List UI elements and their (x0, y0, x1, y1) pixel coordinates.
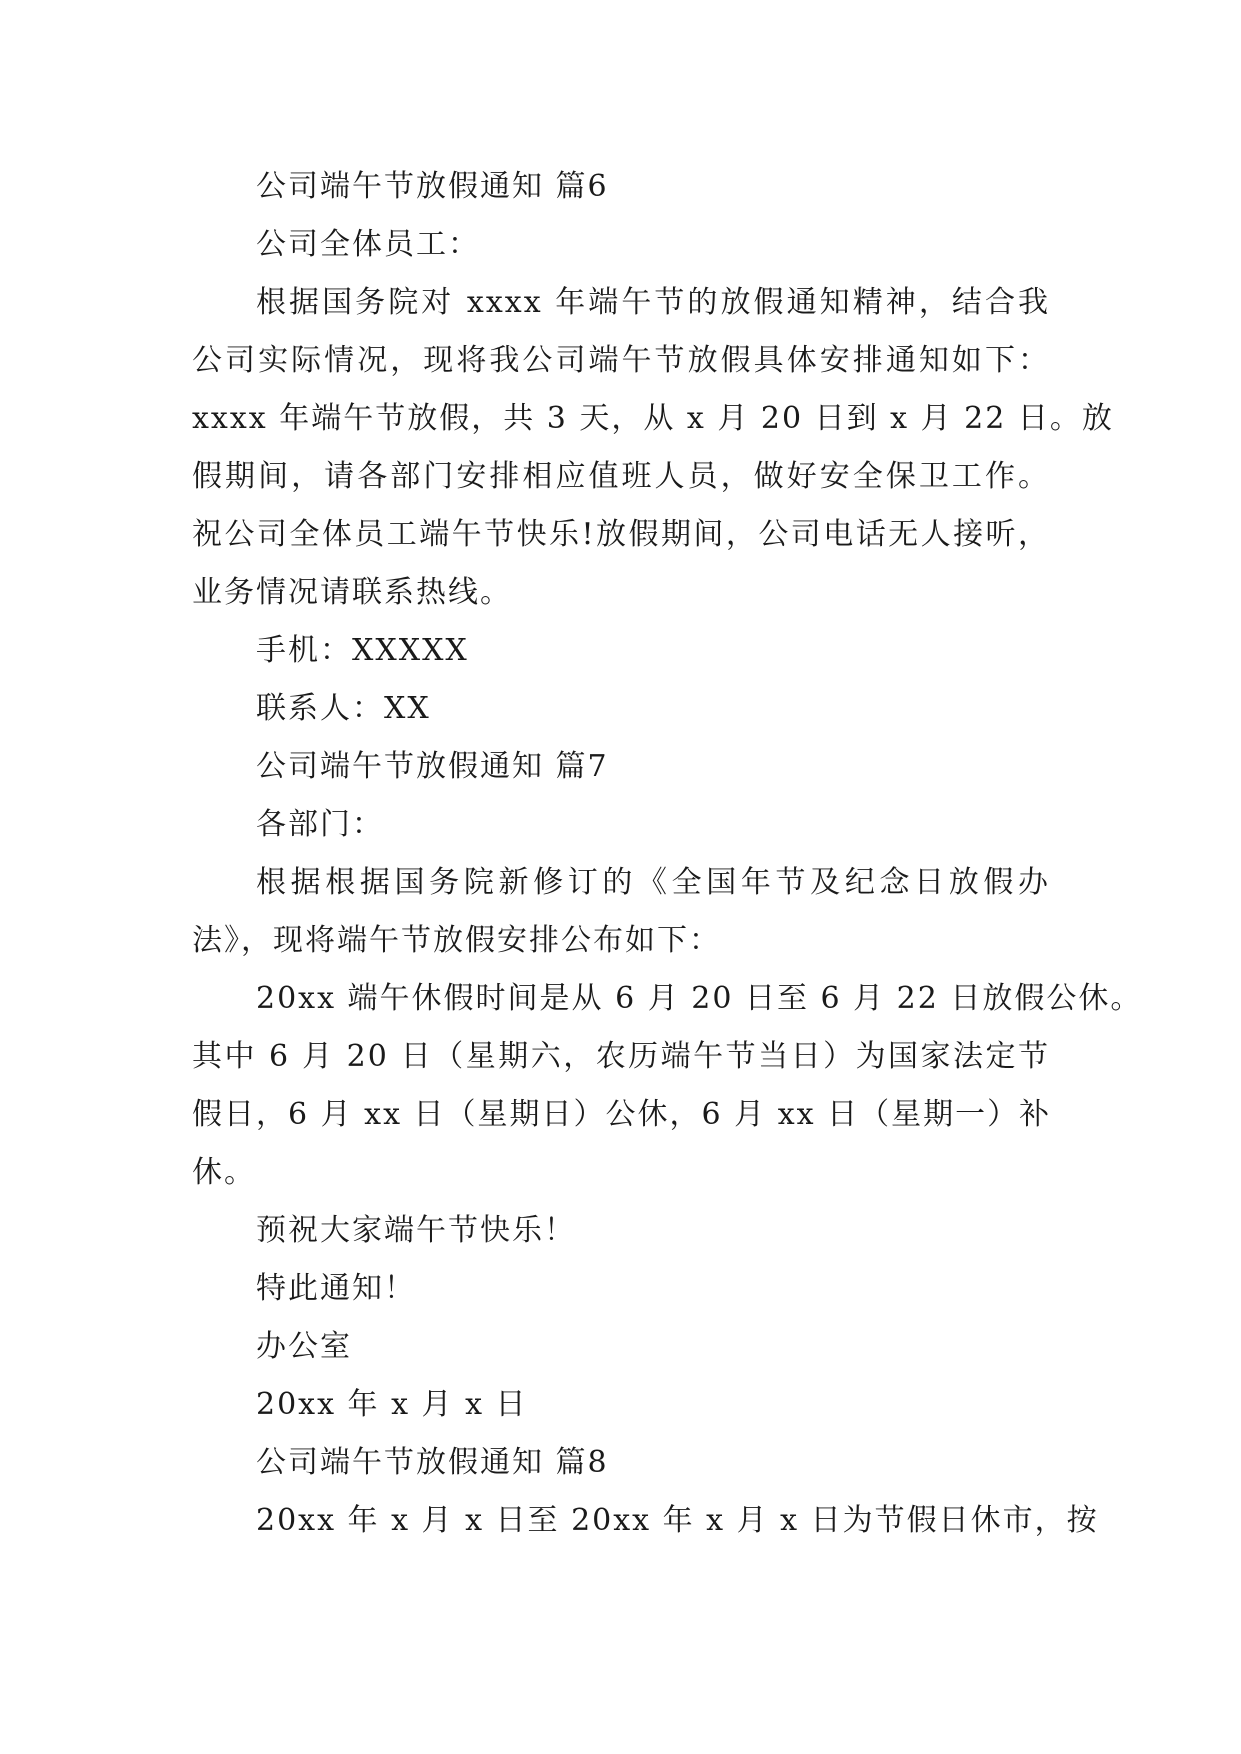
body-line: 假日，6 月 xx 日（星期日）公休，6 月 xx 日（星期一）补 (192, 1097, 1052, 1132)
body-line: 祝公司全体员工端午节快乐!放假期间，公司电话无人接听， (192, 517, 1050, 552)
body-line: 假期间，请各部门安排相应值班人员，做好安全保卫工作。 (192, 459, 1050, 494)
section-title: 公司端午节放假通知 篇8 (256, 1445, 609, 1480)
body-line: 20xx 年 x 月 x 日至 20xx 年 x 月 x 日为节假日休市，按 (256, 1503, 1099, 1538)
addressee: 各部门： (256, 807, 384, 842)
document-content (192, 158, 1143, 1550)
addressee: 公司全体员工： (256, 227, 480, 262)
phone-line: 手机：XXXXX (256, 633, 469, 668)
section-title: 公司端午节放假通知 篇6 (256, 169, 609, 204)
body-line: 法》，现将端午节放假安排公布如下： (192, 923, 721, 958)
notice-line: 特此通知！ (256, 1271, 416, 1306)
body-line: xxxx 年端午节放假，共 3 天，从 x 月 20 日到 x 月 22 日。放 (192, 401, 1114, 436)
office-signature: 办公室 (256, 1329, 352, 1364)
body-line: 公司实际情况，现将我公司端午节放假具体安排通知如下： (192, 343, 1050, 378)
body-line: 其中 6 月 20 日（星期六，农历端午节当日）为国家法定节 (192, 1039, 1050, 1074)
body-line: 业务情况请联系热线。 (192, 575, 512, 610)
contact-line: 联系人：XX (256, 691, 431, 726)
greeting-line: 预祝大家端午节快乐！ (256, 1213, 576, 1248)
body-line: 根据国务院对 xxxx 年端午节的放假通知精神，结合我 (256, 285, 1050, 320)
body-line: 休。 (192, 1155, 256, 1190)
body-line: 根据根据国务院新修订的《全国年节及纪念日放假办 (256, 865, 1050, 900)
section-title: 公司端午节放假通知 篇7 (256, 749, 609, 784)
body-line: 20xx 端午休假时间是从 6 月 20 日至 6 月 22 日放假公休。 (256, 981, 1143, 1016)
date-line: 20xx 年 x 月 x 日 (256, 1387, 528, 1422)
